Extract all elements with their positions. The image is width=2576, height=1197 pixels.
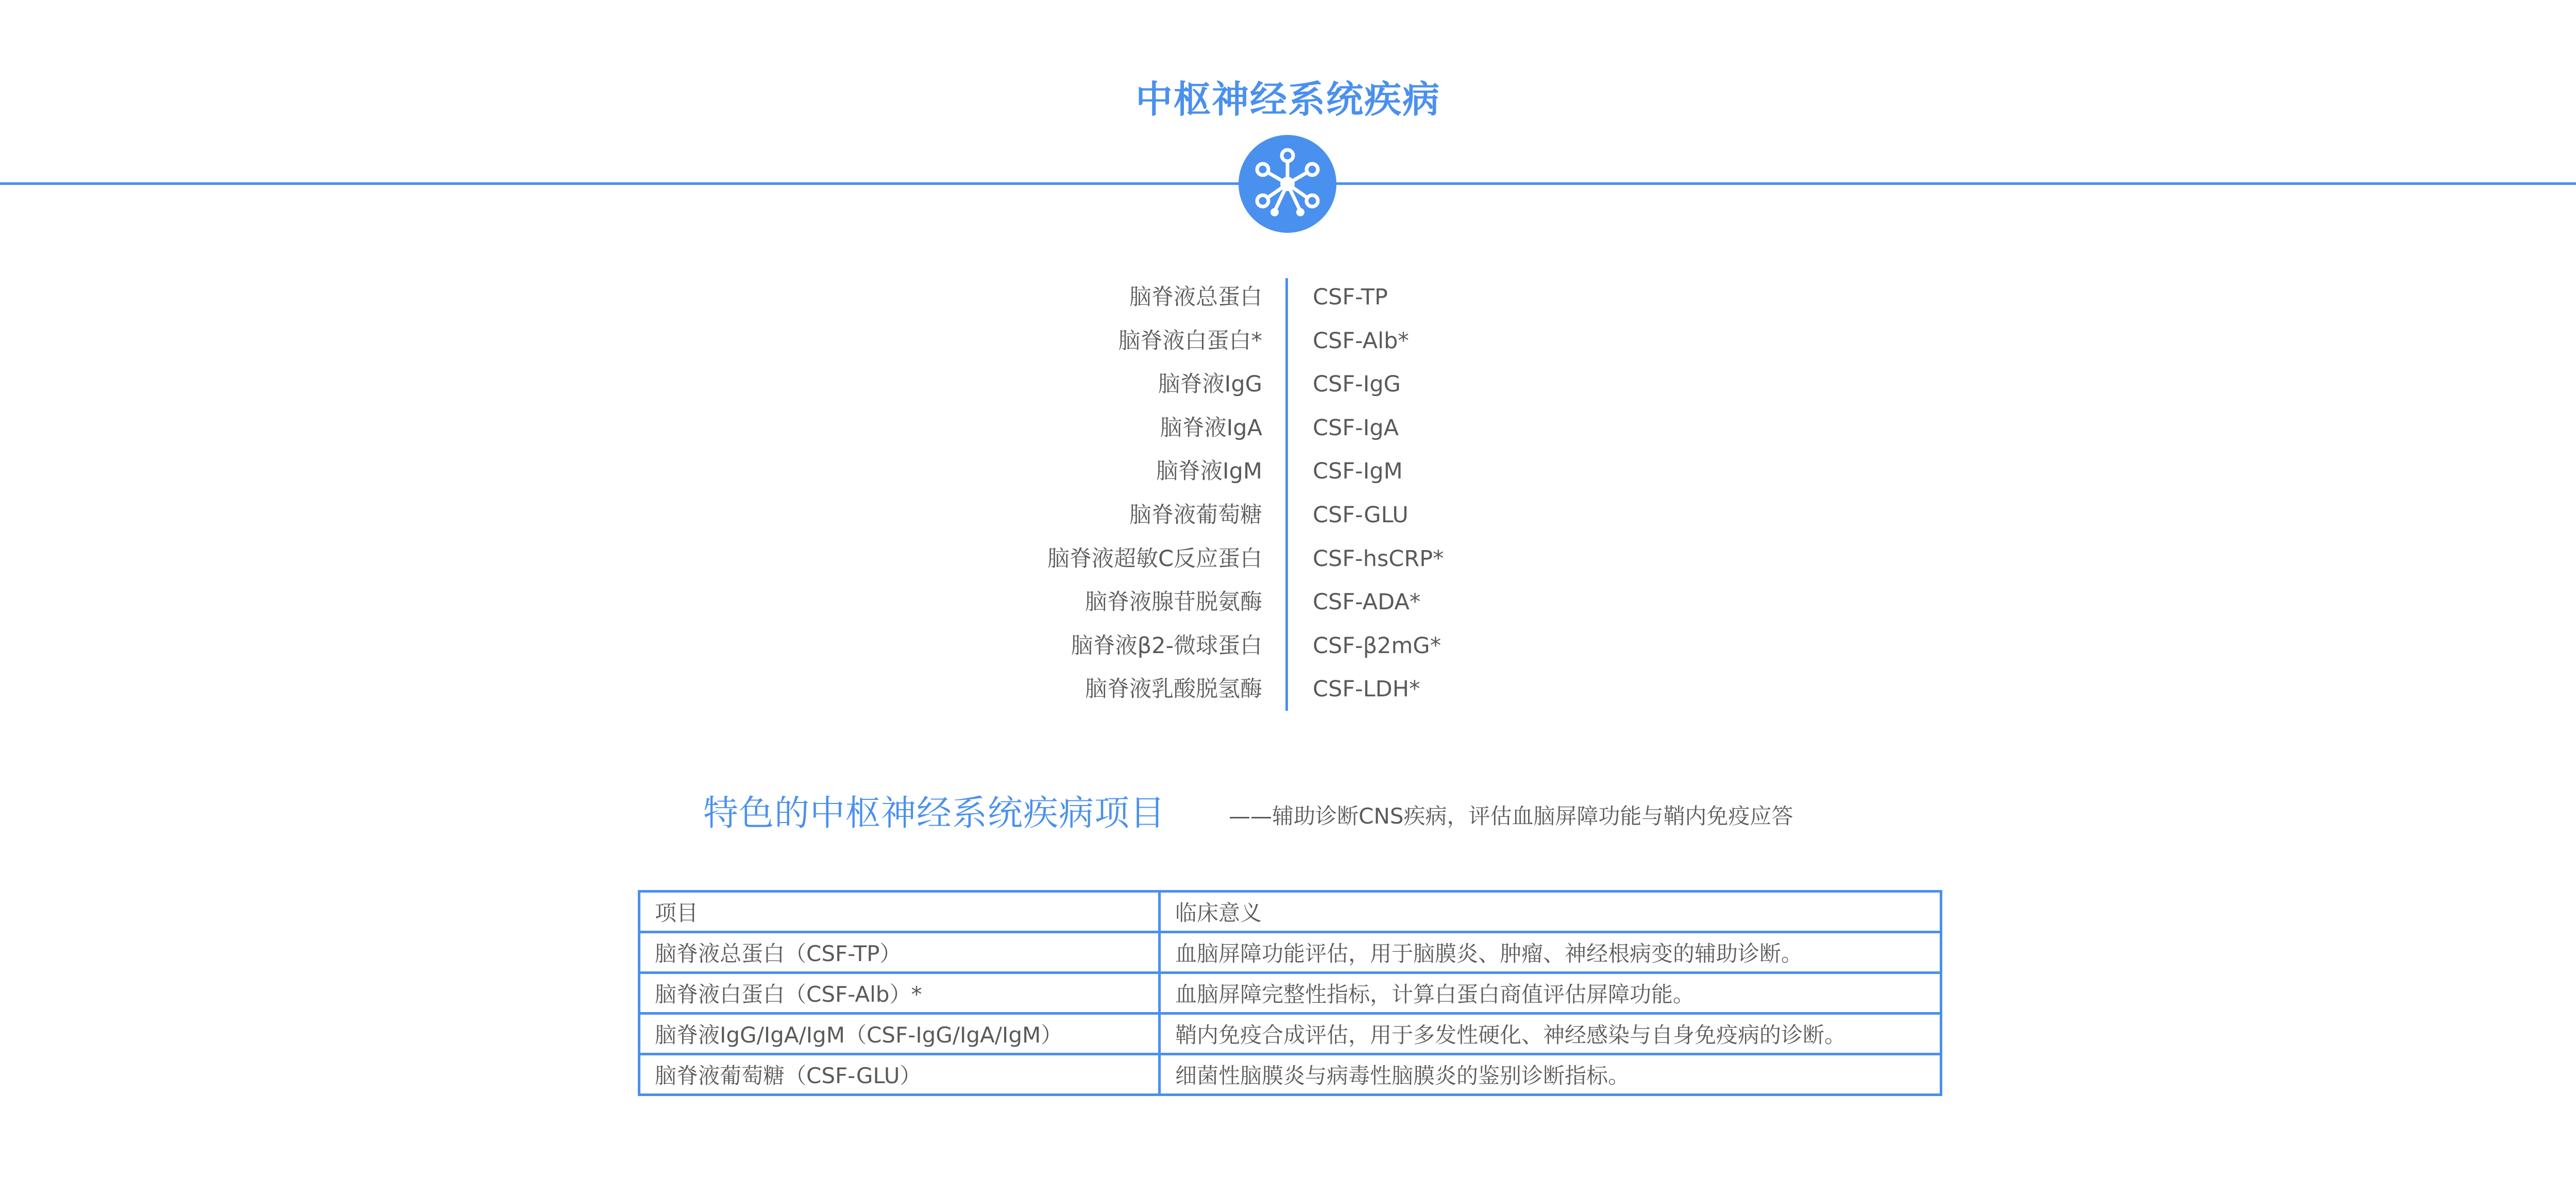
test-code: CSF-hsCRP* <box>1313 545 1444 572</box>
table-cell-significance: 鞘内免疫合成评估，用于多发性硬化、神经感染与自身免疫病的诊断。 <box>1160 1014 1941 1054</box>
table-row <box>639 1014 1941 1054</box>
test-name: 脑脊液总蛋白 <box>1129 284 1262 310</box>
network-nodes-icon <box>1239 135 1336 233</box>
section-title: 中枢神经系统疾病 <box>1135 78 1440 121</box>
featured-title: 特色的中枢神经系统疾病项目 <box>703 793 1166 834</box>
test-name: 脑脊液葡萄糖 <box>1129 502 1262 528</box>
table-cell-item: 脑脊液葡萄糖（CSF-GLU） <box>639 1054 1160 1095</box>
table-cell-item: 脑脊液IgG/IgA/IgM（CSF-IgG/IgA/IgM） <box>639 1014 1160 1054</box>
table-cell-item: 脑脊液总蛋白（CSF-TP） <box>639 932 1160 973</box>
test-code-list <box>1313 276 1725 711</box>
table-row <box>639 932 1941 973</box>
table-cell-significance: 血脑屏障完整性指标，计算白蛋白商值评估屏障功能。 <box>1160 973 1941 1014</box>
test-name: 脑脊液超敏C反应蛋白 <box>1047 545 1262 572</box>
test-code: CSF-IgM <box>1313 458 1403 485</box>
test-code: CSF-ADA* <box>1313 589 1421 615</box>
test-name: 脑脊液腺苷脱氨酶 <box>1085 589 1262 615</box>
test-name-list <box>799 276 1262 711</box>
table-row <box>639 973 1941 1014</box>
test-name: 脑脊液乳酸脱氢酶 <box>1085 676 1262 703</box>
table-header-cell: 项目 <box>639 892 1160 932</box>
test-code: CSF-Alb* <box>1313 328 1409 354</box>
table-cell-item: 脑脊液白蛋白（CSF-Alb）* <box>639 973 1160 1014</box>
test-name: 脑脊液IgG <box>1158 371 1262 398</box>
test-code: CSF-GLU <box>1313 502 1409 528</box>
featured-subtitle: ——辅助诊断CNS疾病，评估血脑屏障功能与鞘内免疫应答 <box>1229 803 1793 829</box>
test-name: 脑脊液IgA <box>1160 415 1262 441</box>
test-name: 脑脊液白蛋白* <box>1118 328 1262 354</box>
test-code: CSF-β2mG* <box>1313 632 1442 659</box>
test-code: CSF-TP <box>1313 284 1388 310</box>
test-name: 脑脊液IgM <box>1156 458 1262 485</box>
table-header-row <box>639 892 1941 932</box>
list-divider-line <box>1285 278 1288 711</box>
table-cell-significance: 血脑屏障功能评估，用于脑膜炎、肿瘤、神经根病变的辅助诊断。 <box>1160 932 1941 973</box>
test-code: CSF-LDH* <box>1313 676 1420 703</box>
test-code: CSF-IgA <box>1313 415 1399 441</box>
table-cell-significance: 细菌性脑膜炎与病毒性脑膜炎的鉴别诊断指标。 <box>1160 1054 1941 1095</box>
table-header-cell: 临床意义 <box>1160 892 1941 932</box>
test-name: 脑脊液β2-微球蛋白 <box>1071 632 1262 659</box>
test-code: CSF-IgG <box>1313 371 1401 398</box>
table-row <box>639 1054 1941 1095</box>
clinical-significance-table <box>638 890 1942 1096</box>
